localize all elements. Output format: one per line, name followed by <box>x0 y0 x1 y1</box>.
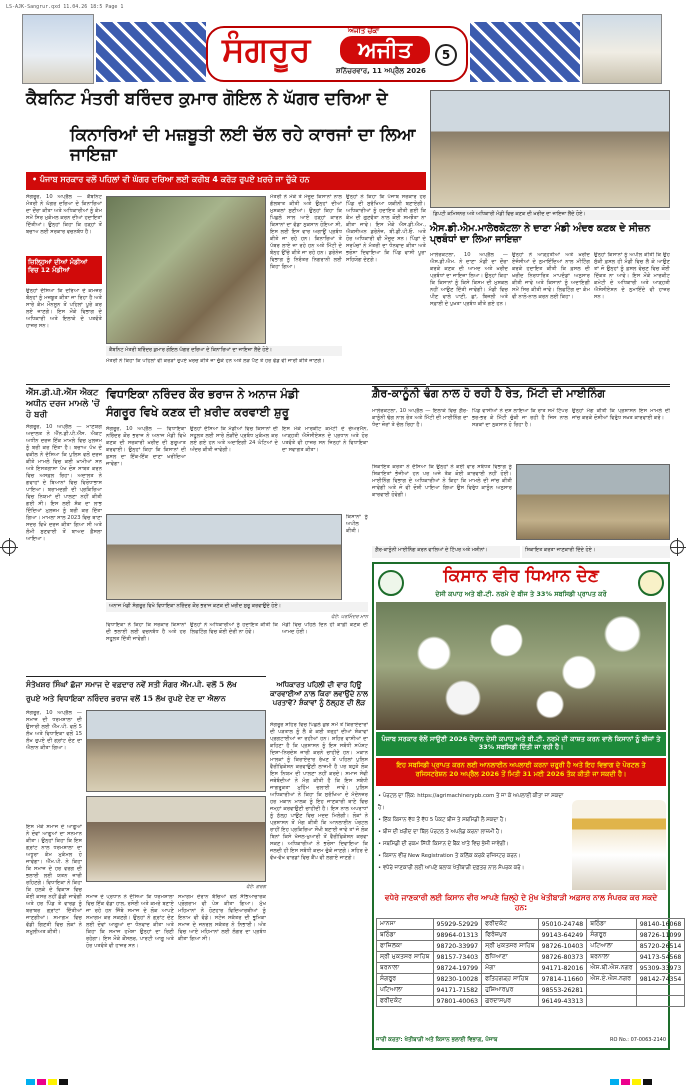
contact-district: ਬਰਨਾਲਾ <box>377 963 434 974</box>
mining-body-col1: ਮਾਲੇਰਕੋਟਲਾ, 10 ਅਪ੍ਰੈਲ — ਇਲਾਕੇ ਵਿਚ ਗ਼ੈਰ-ਕਾਨੂੰਨੀ ਢੰਗ ਨਾਲ ਰੇਤ ਅਤੇ ਮਿੱਟੀ ਦੀ ਮਾਈਨਿੰਗ ਦਾ ਧੰਦਾ ਜ਼ੋਰਾਂ ਤੇ ਚੱਲ ਰਿਹਾ ਹੈ। <box>372 408 468 428</box>
masthead-palace-photo <box>582 14 662 84</box>
mining-body-col1b: ਸ਼ਿਕਾਇਤ ਕਰਤਾ ਨੇ ਦੱਸਿਆ ਕਿ ਉਨ੍ਹਾਂ ਨੇ ਕਈ ਵਾਰ ਸਬੰਧਤ ਵਿਭਾਗ ਨੂੰ ਸ਼ਿਕਾਇਤਾਂ ਭੇਜੀਆਂ ਹਨ ਪਰ ਅਜੇ ਤੱਕ ਕੋਈ ਕਾਰਵਾਈ ਨਹੀਂ ਹੋਈ। ਮਾਈਨਿੰਗ ਵਿਭਾਗ ਦੇ ਅਧਿਕਾਰੀਆਂ ਨੇ ਕਿਹਾ ਕਿ ਮਾਮਲੇ ਦੀ ਜਾਂਚ ਕੀਤੀ ਜਾਵੇਗੀ ਅਤੇ ਜੋ ਵੀ ਦੋਸ਼ੀ ਪਾਇਆ ਗਿਆ ਉਸ ਵਿਰੁੱਧ ਕਾਨੂੰਨ ਅਨੁਸਾਰ ਕਾਰਵਾਈ ਹੋਵੇਗੀ। <box>372 464 512 498</box>
mla-body-col1: ਸੰਗਰੂਰ, 10 ਅਪ੍ਰੈਲ — ਵਿਧਾਇਕਾ ਨਰਿੰਦਰ ਕੌਰ ਭਰਾਜ ਨੇ ਅਨਾਜ ਮੰਡੀ ਵਿਖੇ ਕਣਕ ਦੀ ਸਰਕਾਰੀ ਖ਼ਰੀਦ ਦੀ ਸ਼ੁਰੂਆਤ ਕਰਵਾਈ। ਉਨ੍ਹਾਂ ਕਿਹਾ ਕਿ ਕਿਸਾਨਾਂ ਦੀ ਫ਼ਸਲ ਦਾ ਇੱਕ-ਇੱਕ ਦਾਣਾ ਖ਼ਰੀਦਿਆ ਜਾਵੇਗਾ। <box>106 426 186 467</box>
mining-body-col3: ਉਨ੍ਹਾਂ ਮੰਗ ਕੀਤੀ ਕਿ ਪ੍ਰਸ਼ਾਸਨ ਇਸ ਮਾਮਲੇ ਦੀ ਜਾਂਚ ਕਰਕੇ ਦੋਸ਼ੀਆਂ ਵਿਰੁੱਧ ਸਖ਼ਤ ਕਾਰਵਾਈ ਕਰੇ। <box>572 408 670 421</box>
contact-row <box>377 919 685 930</box>
mla-headline-line2: ਸੰਗਰੂਰ ਵਿਖੇ ਕਣਕ ਦੀ ਖ਼ਰੀਦ ਕਰਵਾਈ ਸ਼ੁਰੂ <box>106 405 289 419</box>
donation-body-col1b: ਇਸ ਮੌਕੇ ਸਮਾਜ ਦੇ ਆਗੂਆਂ ਨੇ ਦੋਵਾਂ ਆਗੂਆਂ ਦਾ ਸਨਮਾਨ ਕੀਤਾ। ਉਨ੍ਹਾਂ ਕਿਹਾ ਕਿ ਇਸ ਗ੍ਰਾਂਟ ਨਾਲ ਧਰਮਸ਼ਾਲਾ ਦਾ ਅਧੂਰਾ ਕੰਮ ਮੁਕੰਮਲ ਹੋ ਜਾਵੇਗਾ। ਐੱਮ.ਪੀ. ਨੇ ਕਿਹਾ ਕਿ ਸਮਾਜ ਦੇ ਹਰ ਵਰਗ ਦੀ ਭਲਾਈ ਲਈ ਯਤਨ ਜਾਰੀ ਰਹਿਣਗੇ। ਵਿਧਾਇਕਾ ਨੇ ਕਿਹਾ ਕਿ ਹਲਕੇ ਦੇ ਵਿਕਾਸ ਵਿਚ ਕੋਈ ਕਸਰ ਨਹੀਂ ਛੱਡੀ ਜਾਵੇਗੀ ਅਤੇ ਹਰ ਪਿੰਡ ਤੇ ਵਾਰਡ ਨੂੰ ਬਰਾਬਰ ਗ੍ਰਾਂਟਾਂ ਦਿੱਤੀਆਂ ਜਾਣਗੀਆਂ। ਸਮਾਗਮ ਵਿਚ ਵੱਡੀ ਗਿਣਤੀ ਵਿਚ ਲੋਕਾਂ ਨੇ ਸ਼ਮੂਲੀਅਤ ਕੀਤੀ। <box>26 824 82 935</box>
lead-headline-line1: ਕੈਬਨਿਟ ਮੰਤਰੀ ਬਰਿੰਦਰ ਕੁਮਾਰ ਗੋਇਲ ਨੇ ਘੱਗਰ ਦਰਿਆ ਦੇ <box>26 89 388 109</box>
contact-phone: 95309-33973 <box>636 963 685 974</box>
contact-row <box>377 996 685 1007</box>
ad-note: • ਪੋਰਟਲ ਦਾ ਲਿੰਕ: https://agrimachinerypb.com ਤੇ ਜਾ ਕੇ ਅਪਲਾਈ ਕੀਤਾ ਜਾ ਸਕਦਾ ਹੈ। <box>378 793 564 811</box>
contact-phone: 98726-80373 <box>538 952 587 963</box>
contact-district: ਪਟਿਆਲਾ <box>377 985 434 996</box>
mla-side-text: ਕਿਸਾਨਾਂ ਨੂੰ ਅਪੀਲ ਕੀਤੀ। <box>346 514 368 534</box>
contact-phone: 94171-82016 <box>538 963 587 974</box>
ad-note: • ਵਧੇਰੇ ਜਾਣਕਾਰੀ ਲਈ ਆਪਣੇ ਬਲਾਕ ਖੇਤੀਬਾੜੀ ਦਫ਼ਤਰ ਨਾਲ ਸੰਪਰਕ ਕਰੋ। <box>378 865 525 871</box>
print-slug: LS-AJK-Sangrur.qxd 11.04.26 18:5 Page 1 <box>6 4 124 10</box>
contact-row <box>377 985 685 996</box>
contact-district: ਸ੍ਰੀ ਮੁਕਤਸਰ ਸਾਹਿਬ <box>377 952 434 963</box>
mla-headline-line1: ਵਿਧਾਇਕਾ ਨਰਿੰਦਰ ਕੌਰ ਭਰਾਜ ਨੇ ਅਨਾਜ ਮੰਡੀ <box>106 387 299 401</box>
ad-title: ਕਿਸਾਨ ਵੀਰ ਧਿਆਨ ਦੇਣ <box>443 566 599 586</box>
contact-phone: 97814-11660 <box>538 974 587 985</box>
mla-body-col3b: ਮੰਡੀ ਵਿਚ ਪਹਿਲੇ ਦਿਨ ਹੀ ਕਾਫ਼ੀ ਕਣਕ ਦੀ ਆਮਦ ਹੋਈ। <box>282 622 368 635</box>
contact-row <box>377 941 685 952</box>
contact-phone: 98230-10028 <box>433 974 482 985</box>
contact-phone: 98726-10403 <box>538 941 587 952</box>
punjab-emblem-icon <box>378 570 404 596</box>
divider <box>26 384 426 385</box>
contact-phone: 99143-64249 <box>538 930 587 941</box>
contact-phone: 95929-52929 <box>433 919 482 930</box>
masthead-brand: ਅਜੀਤ <box>340 36 430 64</box>
mining-body-col2: ਪਿੰਡ ਵਾਸੀਆਂ ਨੇ ਦੋਸ਼ ਲਾਇਆ ਕਿ ਰਾਤ ਸਮੇਂ ਟਿੱਪਰ ਭਰ-ਭਰ ਕੇ ਮਿੱਟੀ ਚੁੱਕੀ ਜਾ ਰਹੀ ਹੈ ਜਿਸ ਨਾਲ ਸੜਕਾਂ ਦਾ ਨੁਕਸਾਨ ਹੋ ਰਿਹਾ ਹੈ। <box>472 408 568 428</box>
contact-district: ਐਸ.ਬੀ.ਐਸ.ਨਗਰ <box>587 963 636 974</box>
mla-photo <box>106 514 342 600</box>
mla-body-col2b: ਉਨ੍ਹਾਂ ਨੇ ਅਧਿਕਾਰੀਆਂ ਨੂੰ ਹਦਾਇਤ ਕੀਤੀ ਕਿ ਲਿਫਟਿੰਗ ਵਿਚ ਕੋਈ ਦੇਰੀ ਨਾ ਹੋਵੇ। <box>190 622 278 635</box>
contact-phone: 98157-73403 <box>433 952 482 963</box>
mining-photo-caption: ਗ਼ੈਰ-ਕਾਨੂੰਨੀ ਮਾਈਨਿੰਗ ਕਰਨ ਵਾਲਿਆਂ ਦੇ ਟਿੱਪਰ ਅਤੇ ਮਸ਼ੀਨਾਂ। <box>372 546 520 558</box>
mla-photo-caption: ਅਨਾਜ ਮੰਡੀ ਸੰਗਰੂਰ ਵਿਖੇ ਵਿਧਾਇਕਾ ਨਰਿੰਦਰ ਕੌਰ ਭਰਾਜ ਕਣਕ ਦੀ ਖ਼ਰੀਦ ਸ਼ੁਰੂ ਕਰਵਾਉਂਦੇ ਹੋਏ। <box>106 602 368 612</box>
mla-body-col1b: ਵਿਧਾਇਕਾ ਨੇ ਕਿਹਾ ਕਿ ਸਰਕਾਰ ਕਿਸਾਨਾਂ ਦੀ ਭਲਾਈ ਲਈ ਵਚਨਬੱਧ ਹੈ ਅਤੇ ਹਰ ਸਹੂਲਤ ਦਿੱਤੀ ਜਾਵੇਗੀ। <box>106 622 186 642</box>
page-number: 5 <box>435 44 457 66</box>
contact-phone: 98720-33997 <box>433 941 482 952</box>
contact-district: ਮਾਨਸਾ <box>377 919 434 930</box>
contact-district: ਲੁਧਿਆਣਾ <box>482 952 539 963</box>
contact-phone <box>636 985 685 996</box>
masthead-pattern-left <box>96 22 206 82</box>
masthead-pattern-right <box>470 22 580 82</box>
masthead-small-brand: ਅਜੀਤ ਚੌਂਕਾ <box>348 27 380 35</box>
ad-ro-number: RO No.: 07-0063-2140 <box>610 1037 666 1043</box>
side-story-headline: ਅਧਿਕਾਰਤ ਪਹਿਲੀ ਦੀ ਵਾਰ ਹਿਊਂ ਕਾਰਵਾਈਆਂ ਨਾਲ ਕਿਰਾ ਲਵਾਉਂਦੇ ਨਾਲ ਪਰਤਾਵੋਂ? ਸ਼ੰਕਾਵਾਂ ਨੂੰ ਠੱਲ੍ਹਣ ਦੀ ਲੋੜ <box>270 680 368 707</box>
contact-district <box>587 985 636 996</box>
donation-photo-2 <box>86 796 266 882</box>
contact-district: ਸੰਗਰੂਰ <box>587 930 636 941</box>
contact-district: ਫਤਿਹਗੜ੍ਹ ਸਾਹਿਬ <box>482 974 539 985</box>
contact-phone: 97801-40063 <box>433 996 482 1007</box>
lead-body-col1: ਸੰਗਰੂਰ, 10 ਅਪ੍ਰੈਲ — ਕੈਬਨਿਟ ਮੰਤਰੀ ਨੇ ਘੱਗਰ ਦਰਿਆ ਦੇ ਕਿਨਾਰਿਆਂ ਦਾ ਦੌਰਾ ਕੀਤਾ ਅਤੇ ਅਧਿਕਾਰੀਆਂ ਨੂੰ ਕੰਮ ਸਮੇਂ ਸਿਰ ਮੁਕੰਮਲ ਕਰਨ ਦੀਆਂ ਹਦਾਇਤਾਂ ਦਿੱਤੀਆਂ। ਉਨ੍ਹਾਂ ਕਿਹਾ ਕਿ ਹੜ੍ਹਾਂ ਤੋਂ ਬਚਾਅ ਲਈ ਸਰਕਾਰ ਵਚਨਬੱਧ ਹੈ। <box>26 194 102 235</box>
mandi-photo-caption: ਡਿਪਟੀ ਕਮਿਸ਼ਨਰ ਅਤੇ ਅਧਿਕਾਰੀ ਮੰਡੀ ਵਿਚ ਕਣਕ ਦੀ ਖ਼ਰੀਦ ਦਾ ਜਾਇਜ਼ਾ ਲੈਂਦੇ ਹੋਏ। <box>430 210 670 220</box>
ad-note: • ਸਬਸਿਡੀ ਦੀ ਰਕਮ ਸਿੱਧੀ ਕਿਸਾਨ ਦੇ ਬੈਂਕ ਖਾਤੇ ਵਿਚ ਭੇਜੀ ਜਾਵੇਗੀ। <box>378 841 509 847</box>
ad-green-band: ਪੰਜਾਬ ਸਰਕਾਰ ਵੱਲੋਂ ਸਾਉਣੀ 2026 ਦੌਰਾਨ ਦੇਸੀ ਕਪਾਹ ਅਤੇ ਬੀ.ਟੀ. ਨਰਮੇ ਦੀ ਕਾਸ਼ਤ ਕਰਨ ਵਾਲੇ ਕਿਸਾਨਾਂ ਨੂੰ ਬੀਜਾਂ ਤੇ 33% ਸਬਸਿਡੀ ਦਿੱਤੀ ਜਾ ਰਹੀ ਹੈ। <box>376 732 666 756</box>
ad-contact-heading: ਵਧੇਰੇ ਜਾਣਕਾਰੀ ਲਈ ਕਿਸਾਨ ਵੀਰ ਆਪਣੇ ਜ਼ਿਲ੍ਹੇ ਦੇ ਮੁੱਖ ਖੇਤੀਬਾੜੀ ਅਫ਼ਸਰ ਨਾਲ ਸੰਪਰਕ ਕਰ ਸਕਦੇ ਹਨ: <box>376 890 666 916</box>
lead-body-col1b: ਉਨ੍ਹਾਂ ਦੱਸਿਆ ਕਿ ਦਰਿਆ ਦੇ ਕਮਜ਼ੋਰ ਬੰਨ੍ਹਾਂ ਨੂੰ ਮਜ਼ਬੂਤ ਕੀਤਾ ਜਾ ਰਿਹਾ ਹੈ ਅਤੇ ਸਾਰੇ ਕੰਮ ਮੌਨਸੂਨ ਤੋਂ ਪਹਿਲਾਂ ਪੂਰੇ ਕਰ ਲਏ ਜਾਣਗੇ। ਇਸ ਮੌਕੇ ਵਿਭਾਗ ਦੇ ਅਧਿਕਾਰੀ ਅਤੇ ਇਲਾਕੇ ਦੇ ਪਤਵੰਤੇ ਹਾਜ਼ਰ ਸਨ। <box>26 288 102 329</box>
mandi-inspection-photo <box>430 90 670 208</box>
contact-phone: 94173-54568 <box>636 952 685 963</box>
contact-phone: 95010-24748 <box>538 919 587 930</box>
donation-photo-credit: ਫੋਟੋ: ਗਰਗ <box>246 884 266 890</box>
contact-phone: 98724-19799 <box>433 963 482 974</box>
side-story-body: ਸੰਗਰੂਰ ਸ਼ਹਿਰ ਵਿਚ ਪਿਛਲੇ ਕੁਝ ਸਮੇਂ ਤੋਂ ਕਿਰਾਏਦਾਰਾਂ ਦੀ ਪੜਤਾਲ ਨੂੰ ਲੈ ਕੇ ਕਈ ਤਰ੍ਹਾਂ ਦੀਆਂ ਸ਼ੰਕਾਵਾਂ ਪ੍ਰਗਟਾਈਆਂ ਜਾ ਰਹੀਆਂ ਹਨ। ਸ਼ਹਿਰ ਵਾਸੀਆਂ ਦਾ ਕਹਿਣਾ ਹੈ ਕਿ ਪ੍ਰਸ਼ਾਸਨ ਨੂੰ ਇਸ ਸਬੰਧੀ ਸਪੱਸ਼ਟ ਦਿਸ਼ਾ-ਨਿਰਦੇਸ਼ ਜਾਰੀ ਕਰਨੇ ਚਾਹੀਦੇ ਹਨ। ਮਕਾਨ ਮਾਲਕਾਂ ਨੂੰ ਕਿਰਾਏਦਾਰ ਰੱਖਣ ਤੋਂ ਪਹਿਲਾਂ ਪੁਲਿਸ ਵੈਰੀਫਿਕੇਸ਼ਨ ਕਰਵਾਉਣੀ ਲਾਜ਼ਮੀ ਹੈ ਪਰ ਬਹੁਤੇ ਲੋਕ ਇਸ ਨਿਯਮ ਦੀ ਪਾਲਣਾ ਨਹੀਂ ਕਰਦੇ। ਸਮਾਜ ਸੇਵੀ ਜਥੇਬੰਦੀਆਂ ਨੇ ਮੰਗ ਕੀਤੀ ਹੈ ਕਿ ਇਸ ਸਬੰਧੀ ਜਾਗਰੂਕਤਾ ਮੁਹਿੰਮ ਚਲਾਈ ਜਾਵੇ। ਪੁਲਿਸ ਅਧਿਕਾਰੀਆਂ ਨੇ ਕਿਹਾ ਕਿ ਸੁਰੱਖਿਆ ਦੇ ਮੱਦੇਨਜ਼ਰ ਹਰ ਮਕਾਨ ਮਾਲਕ ਨੂੰ ਇਹ ਜਾਣਕਾਰੀ ਥਾਣੇ ਵਿਚ ਜਮ੍ਹਾਂ ਕਰਵਾਉਣੀ ਚਾਹੀਦੀ ਹੈ। ਇਸ ਨਾਲ ਅਪਰਾਧਾਂ ਨੂੰ ਠੱਲ੍ਹ ਪਾਉਣ ਵਿਚ ਮਦਦ ਮਿਲੇਗੀ। ਲੋਕਾਂ ਨੇ ਪ੍ਰਸ਼ਾਸਨ ਤੋਂ ਮੰਗ ਕੀਤੀ ਕਿ ਆਨਲਾਈਨ ਪੋਰਟਲ ਰਾਹੀਂ ਇਹ ਪ੍ਰਕਿਰਿਆ ਸੌਖੀ ਬਣਾਈ ਜਾਵੇ ਤਾਂ ਜੋ ਲੋਕ ਬਿਨਾਂ ਕਿਸੇ ਖੱਜਲ-ਖੁਆਰੀ ਤੋਂ ਵੈਰੀਫਿਕੇਸ਼ਨ ਕਰਵਾ ਸਕਣ। ਅਧਿਕਾਰੀਆਂ ਨੇ ਭਰੋਸਾ ਦਿਵਾਇਆ ਕਿ ਜਲਦੀ ਹੀ ਇਸ ਸਬੰਧੀ ਕਦਮ ਚੁੱਕੇ ਜਾਣਗੇ। ਸ਼ਹਿਰ ਦੇ ਵੱਖ-ਵੱਖ ਵਾਰਡਾਂ ਵਿਚ ਕੈਂਪ ਵੀ ਲਗਾਏ ਜਾਣਗੇ। <box>270 722 368 861</box>
contact-district: ਫਰੀਦਕੋਟ <box>377 996 434 1007</box>
donation-headline-line2: ਰੁਪਏ ਅਤੇ ਵਿਧਾਇਕਾ ਨਰਿੰਦਰ ਭਰਾਜ ਵਲੋਂ 15 ਲੱਖ ਰੁਪਏ ਦੇਣ ਦਾ ਐਲਾਨ <box>26 694 226 703</box>
cotton-field-photo <box>376 602 666 730</box>
ad-issuer: ਜਾਰੀ ਕਰਤਾ: ਖੇਤੀਬਾੜੀ ਅਤੇ ਕਿਸਾਨ ਭਲਾਈ ਵਿਭਾਗ, ਪੰਜਾਬ <box>376 1037 498 1043</box>
contact-district: ਮੋਗਾ <box>482 963 539 974</box>
donation-body-col3: ਸਮਾਗਮ ਦੌਰਾਨ ਬੱਚਿਆਂ ਵਲੋਂ ਸੱਭਿਆਚਾਰਕ ਪ੍ਰੋਗਰਾਮ ਵੀ ਪੇਸ਼ ਕੀਤਾ ਗਿਆ। ਮੁੱਖ ਮਹਿਮਾਨਾਂ ਨੇ ਹੋਣਹਾਰ ਵਿਦਿਆਰਥੀਆਂ ਨੂੰ ਇਨਾਮ ਵੀ ਵੰਡੇ। ਸਟੇਜ ਸਕੱਤਰ ਦੀ ਭੂਮਿਕਾ ਸਮਾਜ ਦੇ ਜਨਰਲ ਸਕੱਤਰ ਨੇ ਨਿਭਾਈ। ਅੰਤ ਵਿਚ ਆਏ ਮਹਿਮਾਨਾਂ ਲਈ ਲੰਗਰ ਦਾ ਪ੍ਰਬੰਧ ਕੀਤਾ ਗਿਆ ਸੀ। <box>178 894 266 942</box>
contact-district: ਗੁਰਦਾਸਪੁਰ <box>482 996 539 1007</box>
contact-district: ਸ੍ਰੀ ਮੁਕਤਸਰ ਸਾਹਿਬ <box>482 941 539 952</box>
masthead-date: ਸ਼ਨਿੱਚਰਵਾਰ, 11 ਅਪ੍ਰੈਲ 2026 <box>336 67 426 75</box>
donation-photo-1 <box>86 710 266 792</box>
donation-body-col1: ਸੰਗਰੂਰ, 10 ਅਪ੍ਰੈਲ — ਸਮਾਜ ਦੀ ਧਰਮਸ਼ਾਲਾ ਦੀ ਉਸਾਰੀ ਲਈ ਐੱਮ.ਪੀ. ਵਲੋਂ 5 ਲੱਖ ਅਤੇ ਵਿਧਾਇਕਾ ਵਲੋਂ 15 ਲੱਖ ਰੁਪਏ ਦੀ ਗ੍ਰਾਂਟ ਦੇਣ ਦਾ ਐਲਾਨ ਕੀਤਾ ਗਿਆ। <box>26 710 82 751</box>
mining-headline: ਗ਼ੈਰ-ਕਾਨੂੰਨੀ ਢੰਗ ਨਾਲ ਹੋ ਰਹੀ ਹੈ ਰੇਤ, ਮਿੱਟੀ ਦੀ ਮਾਈਨਿੰਗ <box>372 387 605 400</box>
mla-body-col3: ਇਸ ਮੌਕੇ ਮਾਰਕੀਟ ਕਮੇਟੀ ਦੇ ਚੇਅਰਮੈਨ, ਆੜ੍ਹਤੀ ਐਸੋਸੀਏਸ਼ਨ ਦੇ ਪ੍ਰਧਾਨ ਅਤੇ ਹੋਰ ਪਤਵੰਤੇ ਵੀ ਹਾਜ਼ਰ ਸਨ ਜਿਨ੍ਹਾਂ ਨੇ ਵਿਧਾਇਕਾ ਦਾ ਸਵਾਗਤ ਕੀਤਾ। <box>282 426 368 453</box>
masthead-city-title: ਸੰਗਰੂਰ <box>222 30 311 70</box>
mla-photo-credit: ਫੋਟੋ: ਪਰਮਿੰਦਰ ਮਾਨ <box>331 614 368 620</box>
contact-row <box>377 963 685 974</box>
chief-minister-portrait <box>572 800 666 892</box>
lead-kicker: • ਪੰਜਾਬ ਸਰਕਾਰ ਵਲੋਂ ਪਹਿਲਾਂ ਵੀ ਘੱਗਰ ਦਰਿਆ ਲਈ ਕਰੀਬ 4 ਕਰੋੜ ਰੁਪਏ ਖ਼ਰਚੇ ਜਾ ਚੁੱਕੇ ਹਨ <box>26 172 426 190</box>
mining-truck-photo <box>516 464 670 540</box>
sdm-body-col2: ਉਨ੍ਹਾਂ ਨੇ ਆੜ੍ਹਤੀਆਂ ਅਤੇ ਖ਼ਰੀਦ ਏਜੰਸੀਆਂ ਦੇ ਨੁਮਾਇੰਦਿਆਂ ਨਾਲ ਮੀਟਿੰਗ ਕਰਕੇ ਹਦਾਇਤ ਕੀਤੀ ਕਿ ਫ਼ਸਲ ਦੀ ਖ਼ਰੀਦ ਨਿਰਧਾਰਿਤ ਮਾਪਦੰਡਾਂ ਅਨੁਸਾਰ ਕੀਤੀ ਜਾਵੇ ਅਤੇ ਕਿਸਾਨਾਂ ਨੂੰ ਅਦਾਇਗੀ ਸਮੇਂ ਸਿਰ ਕੀਤੀ ਜਾਵੇ। ਲਿਫਟਿੰਗ ਦਾ ਕੰਮ ਵੀ ਨਾਲੋ-ਨਾਲ ਕਰਨ ਲਈ ਕਿਹਾ। <box>512 252 590 300</box>
ad-notes <box>378 790 568 871</box>
contact-district: ਫਾਜ਼ਿਲਕਾ <box>377 941 434 952</box>
lead-body-col3: ਮੰਤਰੀ ਨੇ ਮੌਕੇ ਤੇ ਮੌਜੂਦ ਕਿਸਾਨਾਂ ਨਾਲ ਗੱਲਬਾਤ ਕੀਤੀ ਅਤੇ ਉਨ੍ਹਾਂ ਦੀਆਂ ਮੁਸ਼ਕਲਾਂ ਸੁਣੀਆਂ। ਉਨ੍ਹਾਂ ਕਿਹਾ ਕਿ ਪਿਛਲੇ ਸਾਲ ਆਏ ਹੜ੍ਹਾਂ ਕਾਰਨ ਕਿਸਾਨਾਂ ਦਾ ਵੱਡਾ ਨੁਕਸਾਨ ਹੋਇਆ ਸੀ, ਇਸ ਲਈ ਇਸ ਵਾਰ ਅਗਾਊਂ ਪ੍ਰਬੰਧ ਕੀਤੇ ਜਾ ਰਹੇ ਹਨ। ਕਿਨਾਰਿਆਂ ਤੇ ਪੱਥਰ ਲਾਏ ਜਾ ਰਹੇ ਹਨ ਅਤੇ ਮਿੱਟੀ ਦੇ ਬੰਨ੍ਹ ਉੱਚੇ ਕੀਤੇ ਜਾ ਰਹੇ ਹਨ। ਡਰੇਨੇਜ ਵਿਭਾਗ ਨੂੰ ਨਿਰੰਤਰ ਨਿਗਰਾਨੀ ਲਈ ਕਿਹਾ ਗਿਆ। <box>270 194 342 270</box>
lead-photo-caption: ਕੈਬਨਿਟ ਮੰਤਰੀ ਬਰਿੰਦਰ ਕੁਮਾਰ ਗੋਇਲ ਘੱਗਰ ਦਰਿਆ ਦੇ ਕਿਨਾਰਿਆਂ ਦਾ ਜਾਇਜ਼ਾ ਲੈਂਦੇ ਹੋਏ। <box>106 346 342 356</box>
contact-row <box>377 974 685 985</box>
contact-phone: 98142-74354 <box>636 974 685 985</box>
sdm-body-col1: ਮਾਲੇਰਕੋਟਲਾ, 10 ਅਪ੍ਰੈਲ — ਐਸ.ਡੀ.ਐਮ. ਨੇ ਦਾਣਾ ਮੰਡੀ ਦਾ ਦੌਰਾ ਕਰਕੇ ਕਣਕ ਦੀ ਆਮਦ ਅਤੇ ਖ਼ਰੀਦ ਪ੍ਰਬੰਧਾਂ ਦਾ ਜਾਇਜ਼ਾ ਲਿਆ। ਉਨ੍ਹਾਂ ਕਿਹਾ ਕਿ ਕਿਸਾਨਾਂ ਨੂੰ ਕਿਸੇ ਕਿਸਮ ਦੀ ਮੁਸ਼ਕਲ ਨਹੀਂ ਆਉਣ ਦਿੱਤੀ ਜਾਵੇਗੀ। ਮੰਡੀ ਵਿਚ ਪੀਣ ਵਾਲੇ ਪਾਣੀ, ਛਾਂ, ਬਿਜਲੀ ਅਤੇ ਸਫ਼ਾਈ ਦੇ ਪੁਖ਼ਤਾ ਪ੍ਰਬੰਧ ਕੀਤੇ ਗਏ ਹਨ। <box>430 252 508 307</box>
contact-phone: 94171-71582 <box>433 985 482 996</box>
contact-phone: 98553-26281 <box>538 985 587 996</box>
agriculture-dept-logo-icon <box>638 570 664 596</box>
ad-note: • ਇੱਕ ਕਿਸਾਨ ਵੱਧ ਤੋਂ ਵੱਧ 5 ਪੈਕਟ ਬੀਜ ਤੇ ਸਬਸਿਡੀ ਲੈ ਸਕਦਾ ਹੈ। <box>378 817 507 823</box>
contact-phone: 85720-26514 <box>636 941 685 952</box>
sdm-body-col3: ਉਨ੍ਹਾਂ ਕਿਸਾਨਾਂ ਨੂੰ ਅਪੀਲ ਕੀਤੀ ਕਿ ਉਹ ਸੁੱਕੀ ਫ਼ਸਲ ਹੀ ਮੰਡੀ ਵਿਚ ਲੈ ਕੇ ਆਉਣ ਤਾਂ ਜੋ ਉਨ੍ਹਾਂ ਨੂੰ ਫ਼ਸਲ ਵੇਚਣ ਵਿਚ ਕੋਈ ਦਿੱਕਤ ਨਾ ਆਵੇ। ਇਸ ਮੌਕੇ ਮਾਰਕੀਟ ਕਮੇਟੀ ਦੇ ਅਧਿਕਾਰੀ ਅਤੇ ਆੜ੍ਹਤੀ ਐਸੋਸੀਏਸ਼ਨ ਦੇ ਨੁਮਾਇੰਦੇ ਵੀ ਹਾਜ਼ਰ ਸਨ। <box>594 252 670 300</box>
contact-phone: 98726-11099 <box>636 930 685 941</box>
mining-side-caption: ਸ਼ਿਕਾਇਤ ਕਰਤਾ ਜਾਣਕਾਰੀ ਦਿੰਦੇ ਹੋਏ। <box>522 546 670 558</box>
contact-district: ਹੁਸ਼ਿਆਰਪੁਰ <box>482 985 539 996</box>
ad-note: • ਕਿਸਾਨ ਵੀਰ New Registration ਤੇ ਕਲਿੱਕ ਕਰਕੇ ਰਜਿਸਟਰ ਕਰਨ। <box>378 853 521 859</box>
contact-phone: 98140-16068 <box>636 919 685 930</box>
print-color-strip-right <box>610 1070 654 1089</box>
contact-phone <box>636 996 685 1007</box>
sdps-body: ਸੰਗਰੂਰ, 10 ਅਪ੍ਰੈਲ — ਮਾਣਯੋਗ ਅਦਾਲਤ ਨੇ ਐੱਨ.ਡੀ.ਪੀ.ਐੱਸ. ਐਕਟ ਅਧੀਨ ਦਰਜ ਇੱਕ ਮਾਮਲੇ ਵਿਚ ਮੁਲਜ਼ਮ ਨੂੰ ਬਰੀ ਕਰ ਦਿੱਤਾ ਹੈ। ਬਚਾਅ ਪੱਖ ਦੇ ਵਕੀਲ ਨੇ ਦੱਸਿਆ ਕਿ ਪੁਲਿਸ ਵਲੋਂ ਦਰਜ ਕੀਤੇ ਮਾਮਲੇ ਵਿਚ ਕਈ ਖ਼ਾਮੀਆਂ ਸਨ ਅਤੇ ਇਸਤਗਾਸਾ ਪੱਖ ਦੋਸ਼ ਸਾਬਤ ਕਰਨ ਵਿਚ ਅਸਫ਼ਲ ਰਿਹਾ। ਅਦਾਲਤ ਨੇ ਗਵਾਹਾਂ ਦੇ ਬਿਆਨਾਂ ਵਿਚ ਵਿਰੋਧਾਭਾਸ ਪਾਇਆ। ਬਰਾਮਦਗੀ ਦੀ ਪ੍ਰਕਿਰਿਆ ਵਿਚ ਨਿਯਮਾਂ ਦੀ ਪਾਲਣਾ ਨਹੀਂ ਕੀਤੀ ਗਈ ਸੀ। ਇਸ ਲਈ ਸ਼ੱਕ ਦਾ ਲਾਭ ਦਿੰਦਿਆਂ ਮੁਲਜ਼ਮ ਨੂੰ ਬਰੀ ਕਰ ਦਿੱਤਾ ਗਿਆ। ਮਾਮਲਾ ਸਾਲ 2023 ਵਿਚ ਥਾਣਾ ਸਦਰ ਵਿਖੇ ਦਰਜ ਕੀਤਾ ਗਿਆ ਸੀ ਅਤੇ ਲੰਮੀ ਸੁਣਵਾਈ ਤੋਂ ਬਾਅਦ ਫ਼ੈਸਲਾ ਆਇਆ। <box>26 424 102 542</box>
contact-district: ਫਰੀਦਕੋਟ <box>482 919 539 930</box>
contact-district: ਸੰਗਰੂਰ <box>377 974 434 985</box>
ad-note: • ਬੀਜ ਦੀ ਖ਼ਰੀਦ ਦਾ ਬਿੱਲ ਪੋਰਟਲ ਤੇ ਅਪਲੋਡ ਕਰਨਾ ਲਾਜ਼ਮੀ ਹੈ। <box>378 829 503 835</box>
donation-body-col2: ਸਮਾਜ ਦੇ ਪ੍ਰਧਾਨ ਨੇ ਦੱਸਿਆ ਕਿ ਧਰਮਸ਼ਾਲਾ ਵਿਚ ਇੱਕ ਵੱਡਾ ਹਾਲ, ਰਸੋਈ ਅਤੇ ਕਮਰੇ ਬਣਾਏ ਜਾ ਰਹੇ ਹਨ ਜਿੱਥੇ ਸਮਾਜ ਦੇ ਲੋਕ ਆਪਣੇ ਸਮਾਗਮ ਕਰ ਸਕਣਗੇ। ਉਨ੍ਹਾਂ ਨੇ ਗ੍ਰਾਂਟ ਦੇਣ ਲਈ ਦੋਵਾਂ ਆਗੂਆਂ ਦਾ ਧੰਨਵਾਦ ਕੀਤਾ ਅਤੇ ਕਿਹਾ ਕਿ ਸਮਾਜ ਹਮੇਸ਼ਾ ਉਨ੍ਹਾਂ ਦਾ ਰਿਣੀ ਰਹੇਗਾ। ਇਸ ਮੌਕੇ ਕੌਂਸਲਰ, ਪਾਰਟੀ ਆਗੂ ਅਤੇ ਹੋਰ ਪਤਵੰਤੇ ਵੀ ਹਾਜ਼ਰ ਸਨ। <box>86 894 174 949</box>
divider <box>26 676 266 677</box>
ad-subtitle: ਦੇਸੀ ਕਪਾਹ ਅਤੇ ਬੀ.ਟੀ. ਨਰਮੇ ਦੇ ਬੀਜ ਤੇ 33% ਸਬਸਿਡੀ ਪ੍ਰਾਪਤ ਕਰੋ <box>435 590 607 598</box>
contact-district <box>587 996 636 1007</box>
divider <box>430 384 670 385</box>
donation-headline-line1: ਸੰਤੋਖਸ਼ਰ ਸਿੰਘਾਂ ਛੱਜਾ ਸਮਾਜ ਦੇ ਵਫ਼ਦਾਰ ਨਵੇਂ ਸਤੀ ਸੰਗਰ ਐੱਮ.ਪੀ. ਵਲੋਂ 5 ਲੱਖ <box>26 680 237 689</box>
masthead-landmark-photo <box>22 14 94 84</box>
contact-phone: 96149-43313 <box>538 996 587 1007</box>
lead-red-subhead: ਜ਼ਿਲ੍ਹਿਆਂ ਦੀਆਂ ਮੰਡੀਆਂ ਵਿਚ 12 ਮੰਡੀਆਂ <box>26 256 102 284</box>
contact-phone: 98964-01313 <box>433 930 482 941</box>
registration-mark-left <box>2 540 16 554</box>
contact-district: ਐਸ.ਏ.ਐਸ.ਨਗਰ <box>587 974 636 985</box>
print-color-strip <box>26 1070 70 1089</box>
contact-row <box>377 952 685 963</box>
lead-body-col4: ਉਨ੍ਹਾਂ ਨੇ ਕਿਹਾ ਕਿ ਪੰਜਾਬ ਸਰਕਾਰ ਹਰ ਪਿੰਡ ਦੀ ਸੁਰੱਖਿਆ ਯਕੀਨੀ ਬਣਾਏਗੀ। ਅਧਿਕਾਰੀਆਂ ਨੂੰ ਹਦਾਇਤ ਕੀਤੀ ਗਈ ਕਿ ਕੰਮ ਦੀ ਗੁਣਵੱਤਾ ਨਾਲ ਕੋਈ ਸਮਝੌਤਾ ਨਾ ਕੀਤਾ ਜਾਵੇ। ਇਸ ਮੌਕੇ ਐਸ.ਡੀ.ਐਮ., ਐਕਸੀਅਨ ਡਰੇਨੇਜ, ਬੀ.ਡੀ.ਪੀ.ਓ. ਅਤੇ ਹੋਰ ਅਧਿਕਾਰੀ ਵੀ ਮੌਜੂਦ ਸਨ। ਪਿੰਡਾਂ ਦੇ ਸਰਪੰਚਾਂ ਨੇ ਮੰਤਰੀ ਦਾ ਧੰਨਵਾਦ ਕੀਤਾ ਅਤੇ ਭਰੋਸਾ ਦਿਵਾਇਆ ਕਿ ਪਿੰਡ ਵਾਸੀ ਪੂਰਾ ਸਹਿਯੋਗ ਦੇਣਗੇ। <box>346 194 426 263</box>
contact-district: ਬਠਿੰਡਾ <box>377 930 434 941</box>
contact-row <box>377 930 685 941</box>
sdm-headline: ਐਸ.ਡੀ.ਐਮ.ਮਾਲੇਰਕੋਟਲਾ ਨੇ ਦਾਣਾ ਮੰਡੀ ਅੰਦਰ ਕਣਕ ਦੇ ਸੀਜ਼ਨ ਪ੍ਰਬੰਧਾਂ ਦਾ ਲਿਆ ਜਾਇਜ਼ਾ <box>430 223 651 245</box>
lead-photo <box>106 196 266 344</box>
lead-headline-line2: ਕਿਨਾਰਿਆਂ ਦੀ ਮਜ਼ਬੂਤੀ ਲਈ ਚੱਲ ਰਹੇ ਕਾਰਜਾਂ ਦਾ ਲਿਆ ਜਾਇਜ਼ਾ <box>70 125 416 165</box>
ad-contacts-table <box>376 918 685 1007</box>
ad-red-band: ਇਹ ਸਬਸਿਡੀ ਪ੍ਰਾਪਤ ਕਰਨ ਲਈ ਆਨਲਾਈਨ ਅਪਲਾਈ ਕਰਨਾ ਜ਼ਰੂਰੀ ਹੈ ਅਤੇ ਇਹ ਵਿਭਾਗ ਦੇ ਪੋਰਟਲ ਤੇ ਰਜਿਸਟਰੇਸ਼ਨ 20 ਅਪ੍ਰੈਲ 2026 ਤੋਂ ਮਿਤੀ 31 ਮਈ 2026 ਤੱਕ ਕੀਤੀ ਜਾ ਸਕਦੀ ਹੈ। <box>376 758 666 786</box>
lead-body-bottom: ਮੰਤਰੀ ਨੇ ਕਿਹਾ ਕਿ ਪਹਿਲਾਂ ਵੀ ਕਰੋੜਾਂ ਰੁਪਏ ਖ਼ਰਚ ਕੀਤੇ ਜਾ ਚੁੱਕੇ ਹਨ ਅਤੇ ਲੋੜ ਪੈਣ ਤੇ ਹੋਰ ਫੰਡ ਵੀ ਜਾਰੀ ਕੀਤੇ ਜਾਣਗੇ। <box>106 358 325 364</box>
contact-district: ਪਟਿਆਲਾ <box>587 941 636 952</box>
registration-mark-right <box>670 540 684 554</box>
contact-district: ਫਿਰੋਜ਼ਪੁਰ <box>482 930 539 941</box>
mla-body-col2: ਉਨ੍ਹਾਂ ਦੱਸਿਆ ਕਿ ਮੰਡੀਆਂ ਵਿਚ ਕਿਸਾਨਾਂ ਦੀ ਸਹੂਲਤ ਲਈ ਸਾਰੇ ਲੋੜੀਂਦੇ ਪ੍ਰਬੰਧ ਮੁਕੰਮਲ ਕਰ ਲਏ ਗਏ ਹਨ ਅਤੇ ਅਦਾਇਗੀ 24 ਘੰਟਿਆਂ ਦੇ ਅੰਦਰ ਕੀਤੀ ਜਾਵੇਗੀ। <box>190 426 278 453</box>
contact-district: ਬਰਨਾਲਾ <box>587 952 636 963</box>
sdps-headline: ਐੱਸ.ਡੀ.ਪੀ.ਐੱਸ ਐਕਟ ਅਧੀਨ ਦਰਜ ਮਾਮਲੇ 'ਚੋਂ ਹੋ ਬਰੀ <box>26 388 100 420</box>
contact-district: ਬਠਿੰਡਾ <box>587 919 636 930</box>
